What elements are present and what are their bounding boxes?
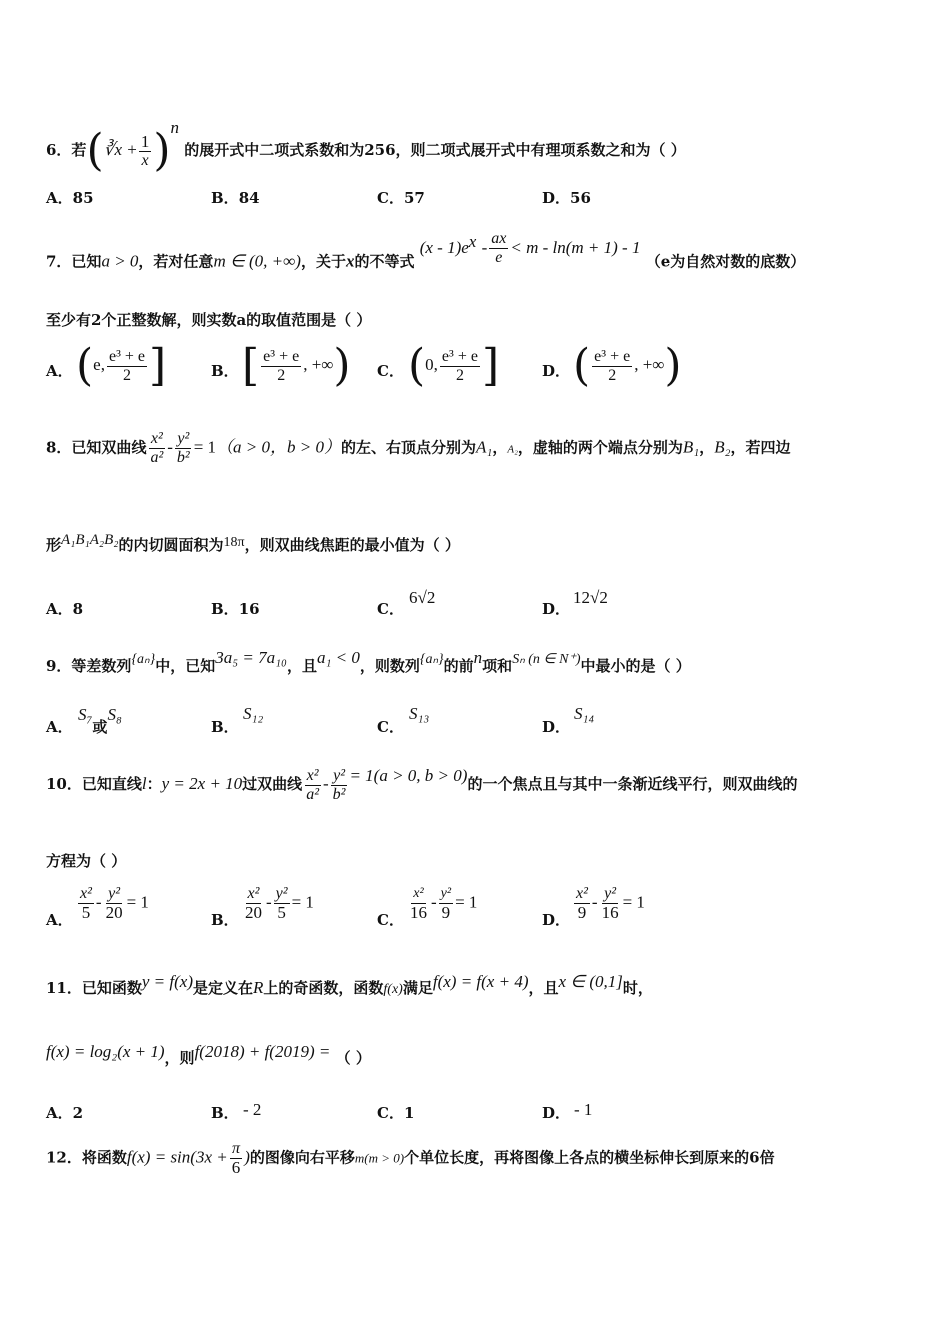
q6-cube-root: ∛x	[103, 140, 122, 159]
q8-option-a[interactable]: A．8	[46, 600, 84, 618]
q8-area: 18π	[223, 535, 245, 550]
q10-frac2-den: b²	[332, 785, 346, 803]
q6-option-a[interactable]: A．85	[46, 189, 94, 207]
q9-seq: {aₙ}	[131, 652, 156, 667]
q12-fx-pre: f(x) = sin(3x +	[126, 1147, 228, 1167]
q6-option-c[interactable]: C．57	[377, 189, 425, 207]
q10-frac1-num: x²	[306, 766, 319, 784]
q7-ineq-minus: -	[481, 237, 488, 257]
q12-text-1: 的图像向右平移	[249, 1148, 355, 1167]
q10-l: l	[141, 774, 147, 793]
q10-option-a[interactable]: A．	[46, 911, 73, 929]
q12-stem	[46, 1140, 775, 1177]
q7-var-x: x	[345, 251, 355, 271]
q8-b2: B₂	[714, 437, 731, 457]
left-paren-icon: (	[86, 125, 104, 176]
q7-option-d[interactable]: D．	[542, 362, 571, 380]
q10-options	[46, 885, 906, 931]
q9-option-a-value: S₇或S₈	[78, 705, 122, 736]
q10-option-b[interactable]: B．	[211, 911, 239, 929]
q6-power: n	[170, 118, 179, 137]
q7-option-a[interactable]: A．	[46, 362, 73, 380]
q7-option-c-value: (0, $\frac{\text{e³ + e}}{2}$ ]	[408, 340, 500, 391]
q6-option-b[interactable]: B．84	[211, 189, 260, 207]
q11-text-2: 上的奇函数，函数	[263, 979, 384, 997]
q8-option-c-value: 6√2	[409, 588, 436, 607]
q8-cond: （a > 0，b > 0）	[216, 437, 342, 457]
q11-dom: x ∈ (0,1]	[558, 972, 623, 991]
q8-stem	[46, 430, 791, 467]
q11-option-a[interactable]: A．2	[46, 1104, 84, 1122]
q9-seq2: {aₙ}	[419, 652, 444, 667]
q10-text-1: 过双曲线	[242, 775, 303, 793]
q7-line2: 至少有2个正整数解，则实数a的取值范围是（ ）	[46, 311, 372, 329]
q11-option-b-value: - 2	[243, 1100, 262, 1119]
q7-number: 7．已知	[46, 252, 102, 271]
q9-text-6: 中最小的是（ ）	[580, 657, 691, 675]
q12-frac-den: 6	[231, 1158, 241, 1177]
q9-number: 9．等差数列	[46, 657, 132, 675]
q10-option-d[interactable]: D．	[542, 911, 571, 929]
q9-sn: Sₙ (n ∈ N⁺)	[512, 652, 581, 667]
q8-b1: B₁	[682, 437, 700, 457]
q7-options	[46, 340, 906, 394]
q7-note: （e为自然对数的底数）	[645, 252, 806, 271]
q10-frac2-num: y²	[333, 766, 345, 784]
q9-cond: a₁ < 0	[316, 648, 360, 667]
q9-text-3: ，则数列	[359, 657, 420, 675]
q7-option-d-value: ( $\frac{\text{e³ + e}}{2}$ , +∞)	[573, 340, 682, 391]
q11-def: f(x) = log₂(x + 1)	[46, 1042, 165, 1061]
q7-cond-m: m ∈ (0, +∞)	[213, 251, 301, 271]
q10-option-b-value: $\frac{\text{x²}}{20}$ - $\frac{\text{y²}}{5}$ = 1	[245, 885, 314, 922]
q7-option-b[interactable]: B．	[211, 362, 239, 380]
q8-comma-2: ，	[699, 438, 715, 457]
q8-text-2: ，虚轴的两个端点分别为	[517, 438, 683, 457]
q8-option-b[interactable]: B．16	[211, 600, 260, 618]
q11-text-1: 是定义在	[192, 979, 253, 997]
q11-option-d-value: - 1	[574, 1100, 593, 1119]
q7-ineq-sup: x	[468, 231, 477, 251]
q7-stem	[46, 230, 805, 272]
q10-option-d-value: $\frac{\text{x²}}{9}$ - $\frac{\text{y²}}{16}$ = 1	[576, 885, 645, 922]
q9-option-d[interactable]: D．	[542, 718, 571, 736]
q8-eq: = 1	[193, 437, 217, 457]
q9-option-c[interactable]: C．	[377, 718, 404, 736]
q8-frac2-den: b²	[176, 449, 190, 466]
q9-option-b[interactable]: B．	[211, 718, 239, 736]
q11-rel: f(x) = f(x + 4)	[432, 972, 529, 991]
q6-fraction	[139, 133, 152, 170]
q11-stem	[46, 972, 653, 998]
q6-frac-num: 1	[140, 131, 150, 151]
q8-line2	[46, 532, 460, 555]
q8-option-d[interactable]: D．	[542, 600, 571, 618]
q10-text-2: 的一个焦点且与其中一条渐近线平行，则双曲线的	[467, 775, 798, 793]
q10-line2: 方程为（ ）	[46, 852, 127, 870]
q10-line: y = 2x + 10	[161, 774, 243, 793]
q8-quad: A₁B₁A₂B₂	[61, 532, 119, 548]
q7-option-c[interactable]: C．	[377, 362, 404, 380]
q11-func: y = f(x)	[141, 972, 193, 991]
q6-frac-den: x	[141, 151, 149, 169]
q7-option-a-value: (e, $\frac{\text{e³ + e}}{2}$ ]	[76, 340, 167, 391]
q11-option-b[interactable]: B．	[211, 1104, 239, 1122]
q8-a2: A₂	[507, 443, 518, 456]
q6-stem	[46, 118, 686, 176]
q8-options	[46, 588, 906, 618]
q6-option-d[interactable]: D．56	[542, 189, 591, 207]
q9-text-4: 的前	[443, 657, 474, 675]
q9-option-a[interactable]: A．	[46, 718, 73, 736]
q7-ineq-frac-den: e	[495, 249, 503, 266]
q8-text-3: ，若四边	[730, 438, 791, 457]
q8-comma: ，	[492, 438, 508, 457]
q8-option-d-value: 12√2	[573, 588, 608, 607]
q9-stem	[46, 648, 691, 676]
q11-fx: f(x)	[383, 982, 403, 997]
q11-text-6: ，则	[164, 1049, 195, 1067]
q6-options	[46, 187, 906, 207]
q7-text-3: 的不等式	[354, 252, 415, 271]
q9-option-d-value: S₁₄	[574, 704, 595, 723]
q8-number: 8．已知双曲线	[46, 438, 147, 457]
q10-minus: -	[322, 774, 329, 793]
q8-frac1-num: x²	[150, 430, 163, 447]
q9-option-c-value: S₁₃	[409, 704, 430, 723]
q11-option-d[interactable]: D．	[542, 1104, 571, 1122]
q7-cond-a: a > 0	[101, 251, 139, 271]
q11-text-5: 时，	[622, 979, 653, 997]
q12-frac-num: π	[231, 1140, 240, 1157]
q8-text-1: 的左、右顶点分别为	[341, 438, 477, 457]
q6-number: 6．若	[46, 141, 87, 159]
q9-options	[46, 704, 906, 734]
q11-r: R	[253, 978, 264, 997]
q8-line2-c: ，则双曲线焦距的最小值为（ ）	[244, 536, 460, 554]
q11-text-4: ，且	[528, 979, 559, 997]
q7-ineq-right: < m - ln(m + 1) - 1	[510, 237, 641, 257]
q8-option-c[interactable]: C．	[377, 600, 404, 618]
q8-frac1-den: a²	[150, 449, 164, 466]
q12-fx-post: )	[244, 1147, 250, 1167]
q10-stem	[46, 766, 797, 804]
q7-text-2: ，关于	[300, 252, 346, 271]
q10-colon: ：	[146, 775, 162, 793]
q12-shift: m(m > 0)	[354, 1150, 405, 1166]
q6-text: 的展开式中二项式系数和为256，则二项式展开式中有理项系数之和为（ ）	[184, 141, 686, 159]
q11-number: 11．已知函数	[46, 979, 142, 997]
q9-text-1: 中，已知	[155, 657, 216, 675]
q11-text-7: （ ）	[335, 1049, 371, 1067]
q8-frac2-num: y²	[177, 430, 190, 447]
q9-text-5: 项和	[482, 657, 513, 675]
q8-minus: -	[167, 437, 173, 457]
q11-options	[46, 1100, 906, 1122]
q7-ineq-left: (x - 1)e	[419, 237, 469, 257]
q12-text-2: 个单位长度，再将图像上各点的横坐标伸长到原来的6倍	[404, 1148, 775, 1167]
q10-number: 10．已知直线	[46, 775, 142, 793]
q8-line2-b: 的内切圆面积为	[118, 536, 224, 554]
q7-option-b-value: [ $\frac{\text{e³ + e}}{2}$ , +∞)	[242, 340, 351, 391]
q10-option-a-value: $\frac{\text{x²}}{5}$ - $\frac{\text{y²}}{20}$ = 1	[80, 885, 149, 922]
q8-line2-a: 形	[46, 536, 62, 554]
q11-ask: f(2018) + f(2019) =	[194, 1042, 331, 1061]
q10-eq: = 1(a > 0, b > 0)	[349, 766, 468, 785]
q6-plus: +	[127, 140, 137, 159]
q9-option-b-value: S₁₂	[243, 704, 264, 723]
q9-n: n	[473, 648, 483, 667]
q7-text-1: ，若对任意	[138, 252, 214, 271]
q7-ineq-frac	[489, 230, 508, 267]
q9-rel: 3a₅ = 7a₁₀	[215, 648, 287, 667]
q10-option-c-value: $\frac{\text{x²}}{16}$ - $\frac{\text{y²}}{9}$ = 1	[410, 886, 478, 922]
q9-text-2: ，且	[286, 657, 317, 675]
q11-text-3: 满足	[402, 979, 433, 997]
q10-frac1-den: a²	[306, 785, 319, 803]
right-paren-icon: )	[153, 125, 171, 176]
q7-ineq-frac-num: ax	[491, 230, 507, 247]
q12-number: 12．将函数	[46, 1148, 127, 1167]
q11-line2	[46, 1042, 371, 1068]
q11-option-c[interactable]: C．1	[377, 1104, 415, 1122]
q8-a1: A₁	[476, 437, 493, 457]
q10-option-c[interactable]: C．	[377, 911, 404, 929]
